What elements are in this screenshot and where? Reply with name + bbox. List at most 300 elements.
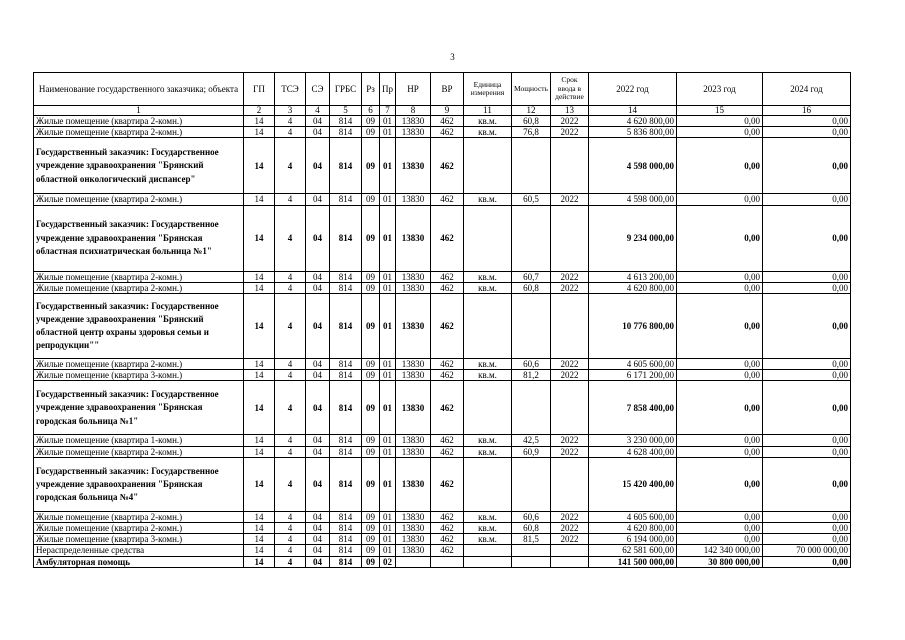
cell-pr: 01 [380, 194, 396, 205]
cell-unit [464, 294, 512, 359]
table-row [34, 534, 851, 545]
cell-np: 13830 [396, 446, 431, 457]
cell-np: 13830 [396, 205, 431, 271]
cell-rz: 09 [362, 282, 380, 293]
cell-capacity [512, 556, 551, 567]
cell-term: 2022 [550, 534, 588, 545]
cell-unit [464, 205, 512, 271]
col-header-name: Наименование государственного заказчика; объекта [34, 73, 244, 106]
cell-2023: 0,00 [676, 271, 762, 282]
cell-grbs: 814 [330, 271, 362, 282]
cell-vr: 462 [431, 457, 464, 511]
cell-name: Государственный заказчик: Государственное учреждение здравоохранения "Брянская городская больница №1" [34, 381, 244, 435]
cell-2022: 15 420 400,00 [588, 457, 676, 511]
cell-2024: 0,00 [762, 534, 850, 545]
cell-vr: 462 [431, 370, 464, 381]
cell-tse: 4 [275, 138, 306, 194]
cell-tse: 4 [275, 457, 306, 511]
table-row [34, 523, 851, 534]
cell-se: 04 [306, 534, 330, 545]
cell-grbs: 814 [330, 457, 362, 511]
cell-grbs: 814 [330, 359, 362, 370]
cell-2023: 142 340 000,00 [676, 545, 762, 556]
column-index-cell: 15 [676, 106, 762, 116]
cell-term: 2022 [550, 359, 588, 370]
cell-2023: 0,00 [676, 435, 762, 446]
col-header-unit: Единица измерения [464, 73, 512, 106]
cell-2024: 0,00 [762, 446, 850, 457]
cell-grbs: 814 [330, 556, 362, 567]
cell-unit [464, 556, 512, 567]
cell-gp: 14 [244, 127, 275, 138]
cell-pr: 01 [380, 435, 396, 446]
cell-unit [464, 545, 512, 556]
cell-np: 13830 [396, 523, 431, 534]
cell-vr: 462 [431, 282, 464, 293]
cell-term: 2022 [550, 511, 588, 522]
column-index-cell: 9 [431, 106, 464, 116]
cell-vr: 462 [431, 271, 464, 282]
cell-unit: кв.м. [464, 194, 512, 205]
cell-2024: 0,00 [762, 271, 850, 282]
cell-rz: 09 [362, 457, 380, 511]
cell-gp: 14 [244, 116, 275, 127]
cell-unit: кв.м. [464, 523, 512, 534]
cell-capacity: 60,6 [512, 511, 551, 522]
cell-grbs: 814 [330, 446, 362, 457]
cell-grbs: 814 [330, 294, 362, 359]
cell-rz: 09 [362, 359, 380, 370]
section-total-row [34, 556, 851, 567]
cell-capacity: 60,6 [512, 359, 551, 370]
cell-grbs: 814 [330, 138, 362, 194]
cell-tse: 4 [275, 446, 306, 457]
column-index-cell: 5 [330, 106, 362, 116]
cell-grbs: 814 [330, 435, 362, 446]
cell-unit: кв.м. [464, 271, 512, 282]
cell-tse: 4 [275, 205, 306, 271]
cell-pr: 01 [380, 381, 396, 435]
cell-term [550, 545, 588, 556]
col-header-2022: 2022 год [588, 73, 676, 106]
table-row [34, 282, 851, 293]
cell-np: 13830 [396, 534, 431, 545]
cell-2023: 0,00 [676, 446, 762, 457]
cell-pr: 01 [380, 457, 396, 511]
cell-se: 04 [306, 127, 330, 138]
cell-2023: 0,00 [676, 205, 762, 271]
cell-grbs: 814 [330, 381, 362, 435]
cell-pr: 01 [380, 359, 396, 370]
col-header-grbs: ГРБС [330, 73, 362, 106]
cell-2022: 4 605 600,00 [588, 359, 676, 370]
cell-rz: 09 [362, 545, 380, 556]
table-row [34, 545, 851, 556]
cell-2022: 4 598 000,00 [588, 194, 676, 205]
cell-tse: 4 [275, 545, 306, 556]
cell-name: Государственный заказчик: Государственное учреждение здравоохранения "Брянская городская больница №4" [34, 457, 244, 511]
cell-capacity: 81,5 [512, 534, 551, 545]
cell-term [550, 138, 588, 194]
cell-tse: 4 [275, 116, 306, 127]
cell-2024: 70 000 000,00 [762, 545, 850, 556]
cell-tse: 4 [275, 435, 306, 446]
cell-term: 2022 [550, 370, 588, 381]
cell-name: Жилые помещение (квартира 1-комн.) [34, 435, 244, 446]
cell-2022: 4 628 400,00 [588, 446, 676, 457]
cell-gp: 14 [244, 282, 275, 293]
cell-gp: 14 [244, 556, 275, 567]
cell-gp: 14 [244, 294, 275, 359]
cell-capacity: 81,2 [512, 370, 551, 381]
cell-name: Жилые помещение (квартира 2-комн.) [34, 127, 244, 138]
cell-2023: 0,00 [676, 381, 762, 435]
cell-rz: 09 [362, 194, 380, 205]
column-index-cell: 11 [464, 106, 512, 116]
cell-2024: 0,00 [762, 370, 850, 381]
column-index-cell: 1 [34, 106, 244, 116]
cell-pr: 01 [380, 545, 396, 556]
cell-gp: 14 [244, 359, 275, 370]
cell-capacity [512, 294, 551, 359]
column-index-cell: 8 [396, 106, 431, 116]
cell-unit: кв.м. [464, 370, 512, 381]
cell-unit: кв.м. [464, 534, 512, 545]
cell-grbs: 814 [330, 116, 362, 127]
cell-pr: 01 [380, 127, 396, 138]
cell-term: 2022 [550, 116, 588, 127]
cell-pr: 01 [380, 282, 396, 293]
column-index-cell: 14 [588, 106, 676, 116]
cell-2024: 0,00 [762, 457, 850, 511]
cell-gp: 14 [244, 205, 275, 271]
cell-2022: 9 234 000,00 [588, 205, 676, 271]
cell-grbs: 814 [330, 205, 362, 271]
col-header-pr: Пр [380, 73, 396, 106]
cell-capacity: 60,8 [512, 523, 551, 534]
table-row [34, 127, 851, 138]
cell-np: 13830 [396, 381, 431, 435]
cell-2023: 30 800 000,00 [676, 556, 762, 567]
cell-rz: 09 [362, 523, 380, 534]
cell-gp: 14 [244, 435, 275, 446]
cell-grbs: 814 [330, 127, 362, 138]
cell-2024: 0,00 [762, 381, 850, 435]
cell-capacity: 60,8 [512, 116, 551, 127]
cell-term [550, 381, 588, 435]
column-index-row [34, 106, 851, 116]
cell-name: Жилые помещение (квартира 2-комн.) [34, 523, 244, 534]
cell-2023: 0,00 [676, 294, 762, 359]
cell-2022: 4 620 800,00 [588, 116, 676, 127]
cell-vr: 462 [431, 138, 464, 194]
cell-2023: 0,00 [676, 370, 762, 381]
cell-grbs: 814 [330, 282, 362, 293]
cell-se: 04 [306, 545, 330, 556]
cell-name: Жилые помещение (квартира 3-комн.) [34, 370, 244, 381]
cell-tse: 4 [275, 294, 306, 359]
cell-np: 13830 [396, 511, 431, 522]
cell-capacity: 60,7 [512, 271, 551, 282]
cell-np [396, 556, 431, 567]
cell-rz: 09 [362, 381, 380, 435]
page-number: 3 [450, 52, 455, 62]
cell-gp: 14 [244, 534, 275, 545]
cell-2023: 0,00 [676, 194, 762, 205]
table-row [34, 511, 851, 522]
cell-grbs: 814 [330, 370, 362, 381]
cell-2024: 0,00 [762, 511, 850, 522]
cell-se: 04 [306, 435, 330, 446]
cell-grbs: 814 [330, 511, 362, 522]
cell-se: 04 [306, 271, 330, 282]
cell-rz: 09 [362, 511, 380, 522]
cell-gp: 14 [244, 138, 275, 194]
column-index-cell: 7 [380, 106, 396, 116]
cell-unit: кв.м. [464, 511, 512, 522]
cell-2023: 0,00 [676, 457, 762, 511]
cell-name: Государственный заказчик: Государственное учреждение здравоохранения "Брянский областной центр охраны здоровья семьи и репродукции"" [34, 294, 244, 359]
column-index-cell: 2 [244, 106, 275, 116]
cell-rz: 09 [362, 116, 380, 127]
cell-term: 2022 [550, 523, 588, 534]
cell-capacity: 60,8 [512, 282, 551, 293]
cell-tse: 4 [275, 282, 306, 293]
cell-np: 13830 [396, 294, 431, 359]
cell-2023: 0,00 [676, 282, 762, 293]
table-row [34, 359, 851, 370]
cell-gp: 14 [244, 381, 275, 435]
cell-rz: 09 [362, 205, 380, 271]
cell-vr: 462 [431, 534, 464, 545]
cell-grbs: 814 [330, 534, 362, 545]
cell-term [550, 205, 588, 271]
cell-np: 13830 [396, 282, 431, 293]
cell-gp: 14 [244, 446, 275, 457]
table-body [34, 116, 851, 568]
cell-term: 2022 [550, 194, 588, 205]
cell-2024: 0,00 [762, 138, 850, 194]
cell-name: Жилые помещение (квартира 2-комн.) [34, 271, 244, 282]
col-header-gp: ГП [244, 73, 275, 106]
cell-rz: 09 [362, 271, 380, 282]
cell-2024: 0,00 [762, 523, 850, 534]
table-row [34, 435, 851, 446]
cell-vr: 462 [431, 511, 464, 522]
col-header-2023: 2023 год [676, 73, 762, 106]
cell-2022: 4 598 000,00 [588, 138, 676, 194]
cell-se: 04 [306, 457, 330, 511]
cell-rz: 09 [362, 370, 380, 381]
cell-gp: 14 [244, 457, 275, 511]
cell-2022: 7 858 400,00 [588, 381, 676, 435]
column-index-cell: 16 [762, 106, 850, 116]
cell-rz: 09 [362, 127, 380, 138]
cell-2024: 0,00 [762, 282, 850, 293]
cell-unit: кв.м. [464, 435, 512, 446]
cell-2024: 0,00 [762, 205, 850, 271]
cell-name: Нераспределенные средства [34, 545, 244, 556]
cell-gp: 14 [244, 545, 275, 556]
cell-rz: 09 [362, 435, 380, 446]
cell-vr: 462 [431, 381, 464, 435]
cell-rz: 09 [362, 556, 380, 567]
cell-2023: 0,00 [676, 511, 762, 522]
cell-np: 13830 [396, 359, 431, 370]
cell-tse: 4 [275, 194, 306, 205]
cell-term: 2022 [550, 435, 588, 446]
column-index-cell: 6 [362, 106, 380, 116]
cell-se: 04 [306, 381, 330, 435]
cell-np: 13830 [396, 271, 431, 282]
cell-grbs: 814 [330, 523, 362, 534]
cell-name: Жилые помещение (квартира 2-комн.) [34, 446, 244, 457]
cell-se: 04 [306, 294, 330, 359]
cell-unit: кв.м. [464, 282, 512, 293]
cell-unit [464, 138, 512, 194]
cell-name: Государственный заказчик: Государственное учреждение здравоохранения "Брянский областной онкологический диспансер" [34, 138, 244, 194]
col-header-se: СЭ [306, 73, 330, 106]
cell-capacity [512, 381, 551, 435]
column-index-cell: 4 [306, 106, 330, 116]
cell-2022: 6 171 200,00 [588, 370, 676, 381]
cell-np: 13830 [396, 457, 431, 511]
cell-term: 2022 [550, 271, 588, 282]
cell-np: 13830 [396, 370, 431, 381]
cell-term: 2022 [550, 127, 588, 138]
cell-rz: 09 [362, 446, 380, 457]
cell-se: 04 [306, 511, 330, 522]
cell-rz: 09 [362, 534, 380, 545]
cell-rz: 09 [362, 294, 380, 359]
customer-group-row [34, 205, 851, 271]
table-row [34, 194, 851, 205]
column-index-cell: 3 [275, 106, 306, 116]
cell-2024: 0,00 [762, 116, 850, 127]
cell-term [550, 457, 588, 511]
cell-pr: 01 [380, 511, 396, 522]
column-index-cell: 13 [550, 106, 588, 116]
cell-np: 13830 [396, 116, 431, 127]
cell-2023: 0,00 [676, 127, 762, 138]
cell-tse: 4 [275, 534, 306, 545]
cell-term: 2022 [550, 446, 588, 457]
customer-group-row [34, 138, 851, 194]
customer-group-row [34, 457, 851, 511]
cell-name: Государственный заказчик: Государственное учреждение здравоохранения "Брянская областная психиатрическая больница №1" [34, 205, 244, 271]
cell-tse: 4 [275, 370, 306, 381]
cell-term [550, 294, 588, 359]
cell-np: 13830 [396, 545, 431, 556]
cell-tse: 4 [275, 381, 306, 435]
cell-unit: кв.м. [464, 359, 512, 370]
cell-grbs: 814 [330, 194, 362, 205]
cell-gp: 14 [244, 194, 275, 205]
cell-2024: 0,00 [762, 556, 850, 567]
cell-tse: 4 [275, 511, 306, 522]
cell-unit: кв.м. [464, 127, 512, 138]
cell-pr: 01 [380, 294, 396, 359]
customer-group-row [34, 381, 851, 435]
col-header-vr: ВР [431, 73, 464, 106]
cell-2022: 3 230 000,00 [588, 435, 676, 446]
cell-2022: 5 836 800,00 [588, 127, 676, 138]
cell-vr: 462 [431, 523, 464, 534]
cell-2023: 0,00 [676, 138, 762, 194]
cell-2024: 0,00 [762, 127, 850, 138]
cell-2022: 4 620 800,00 [588, 523, 676, 534]
cell-term: 2022 [550, 282, 588, 293]
cell-unit: кв.м. [464, 446, 512, 457]
cell-tse: 4 [275, 523, 306, 534]
header-row [34, 73, 851, 106]
cell-gp: 14 [244, 523, 275, 534]
cell-gp: 14 [244, 370, 275, 381]
cell-capacity [512, 205, 551, 271]
cell-pr: 02 [380, 556, 396, 567]
column-index-cell: 12 [512, 106, 551, 116]
cell-name: Жилые помещение (квартира 2-комн.) [34, 116, 244, 127]
cell-capacity: 76,8 [512, 127, 551, 138]
col-header-np: НР [396, 73, 431, 106]
cell-2023: 0,00 [676, 523, 762, 534]
cell-se: 04 [306, 370, 330, 381]
cell-unit [464, 381, 512, 435]
cell-2022: 62 581 600,00 [588, 545, 676, 556]
cell-se: 04 [306, 556, 330, 567]
cell-vr: 462 [431, 359, 464, 370]
cell-pr: 01 [380, 138, 396, 194]
cell-capacity: 60,9 [512, 446, 551, 457]
cell-tse: 4 [275, 271, 306, 282]
cell-se: 04 [306, 282, 330, 293]
cell-rz: 09 [362, 138, 380, 194]
cell-capacity [512, 138, 551, 194]
table-row [34, 116, 851, 127]
cell-name: Жилые помещение (квартира 2-комн.) [34, 282, 244, 293]
budget-table [33, 72, 851, 568]
cell-2024: 0,00 [762, 359, 850, 370]
cell-2023: 0,00 [676, 534, 762, 545]
cell-name: Жилые помещение (квартира 2-комн.) [34, 359, 244, 370]
cell-pr: 01 [380, 205, 396, 271]
cell-name: Жилые помещение (квартира 2-комн.) [34, 511, 244, 522]
cell-vr: 462 [431, 116, 464, 127]
cell-gp: 14 [244, 511, 275, 522]
cell-2022: 4 613 200,00 [588, 271, 676, 282]
cell-se: 04 [306, 523, 330, 534]
cell-vr: 462 [431, 294, 464, 359]
cell-vr: 462 [431, 435, 464, 446]
cell-np: 13830 [396, 435, 431, 446]
cell-se: 04 [306, 205, 330, 271]
cell-2022: 4 605 600,00 [588, 511, 676, 522]
cell-pr: 01 [380, 271, 396, 282]
cell-se: 04 [306, 446, 330, 457]
cell-gp: 14 [244, 271, 275, 282]
cell-capacity [512, 457, 551, 511]
cell-2023: 0,00 [676, 116, 762, 127]
cell-pr: 01 [380, 523, 396, 534]
cell-capacity: 42,5 [512, 435, 551, 446]
col-header-2024: 2024 год [762, 73, 850, 106]
cell-tse: 4 [275, 127, 306, 138]
cell-vr: 462 [431, 446, 464, 457]
cell-pr: 01 [380, 370, 396, 381]
cell-capacity: 60,5 [512, 194, 551, 205]
cell-unit: кв.м. [464, 116, 512, 127]
cell-se: 04 [306, 194, 330, 205]
